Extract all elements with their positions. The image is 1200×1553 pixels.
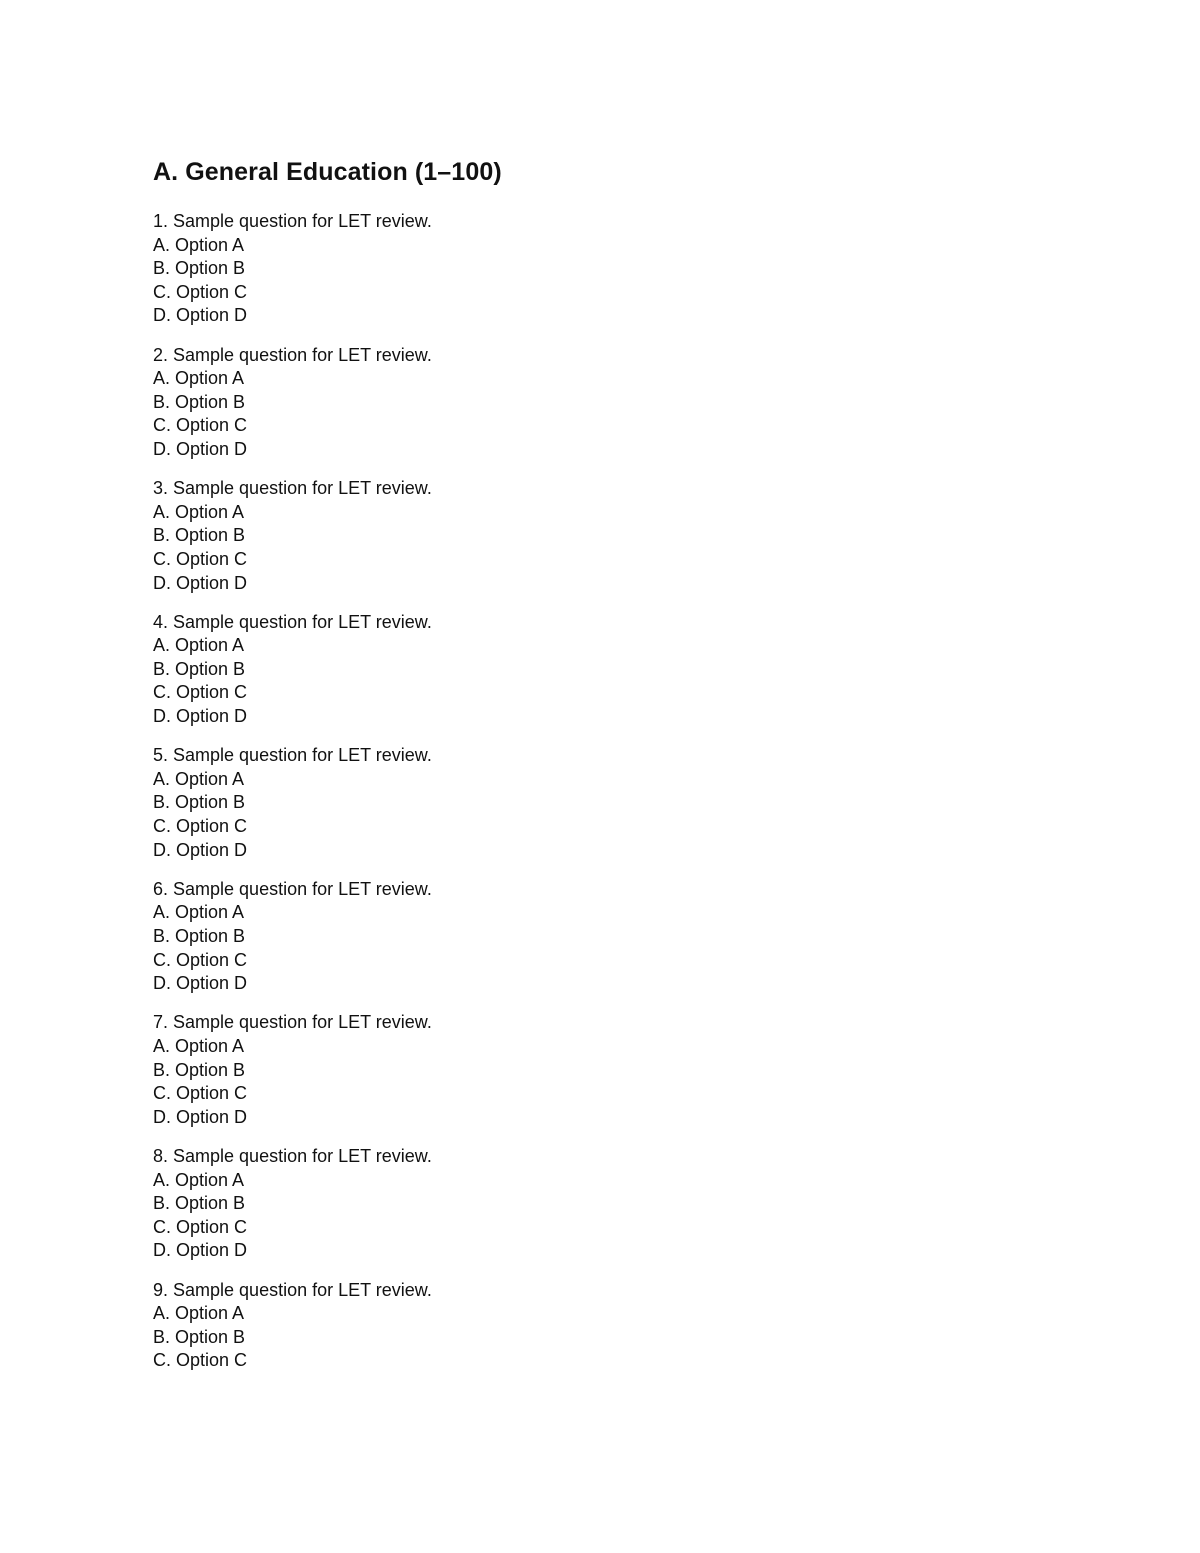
answer-option: C. Option C: [153, 949, 248, 970]
answer-option: D. Option D: [153, 305, 248, 326]
answer-option: A. Option A: [153, 902, 245, 923]
answer-option: B. Option B: [153, 792, 246, 813]
answer-option: A. Option A: [153, 1303, 245, 1324]
answer-option: D. Option D: [153, 1240, 248, 1261]
answer-option: A. Option A: [153, 1169, 245, 1190]
question-text: 2. Sample question for LET review.: [153, 344, 432, 365]
question-list: [153, 210, 1053, 1373]
answer-option: B. Option B: [153, 658, 246, 679]
answer-option: A. Option A: [153, 768, 245, 789]
question-item: [153, 1145, 1053, 1263]
question-text: 1. Sample question for LET review.: [153, 211, 432, 231]
answer-option: A. Option A: [153, 368, 245, 389]
question-text: 4. Sample question for LET review.: [153, 611, 432, 632]
question-item: [153, 477, 1053, 595]
answer-option: C. Option C: [153, 1083, 248, 1104]
answer-option: C. Option C: [153, 816, 248, 837]
question-item: [153, 210, 1053, 328]
answer-option: B. Option B: [153, 525, 246, 546]
question-item: [153, 344, 1053, 462]
answer-option: A. Option A: [153, 1035, 245, 1056]
answer-option: A. Option A: [153, 234, 245, 255]
answer-option: A. Option A: [153, 635, 245, 656]
answer-option: C. Option C: [153, 682, 248, 703]
answer-option: B. Option B: [153, 1059, 246, 1080]
answer-option: D. Option D: [153, 973, 248, 994]
answer-option: D. Option D: [153, 438, 248, 459]
answer-option: D. Option D: [153, 839, 248, 860]
question-text: 6. Sample question for LET review.: [153, 878, 432, 899]
question-text: 3. Sample question for LET review.: [153, 478, 432, 499]
answer-option: C. Option C: [153, 1216, 248, 1237]
answer-option: D. Option D: [153, 706, 248, 727]
answer-option: B. Option B: [153, 391, 246, 412]
answer-option: B. Option B: [153, 258, 246, 279]
answer-option: B. Option B: [153, 926, 246, 946]
answer-option: C. Option C: [153, 415, 248, 436]
question-text: 9. Sample question for LET review.: [153, 1279, 432, 1300]
question-text: 8. Sample question for LET review.: [153, 1145, 432, 1166]
question-item: [153, 1011, 1053, 1129]
answer-option: C. Option C: [153, 1350, 248, 1371]
question-item: [153, 744, 1053, 862]
answer-option: C. Option C: [153, 281, 248, 302]
answer-option: C. Option C: [153, 548, 248, 569]
answer-option: D. Option D: [153, 572, 248, 593]
question-item: [153, 1279, 1053, 1373]
question-text: 7. Sample question for LET review.: [153, 1012, 432, 1033]
question-item: [153, 611, 1053, 729]
document-content: [153, 155, 1053, 1388]
answer-option: A. Option A: [153, 501, 245, 522]
answer-option: B. Option B: [153, 1326, 246, 1347]
question-item: [153, 878, 1053, 996]
answer-option: B. Option B: [153, 1193, 246, 1214]
answer-option: D. Option D: [153, 1106, 248, 1127]
question-text: 5. Sample question for LET review.: [153, 745, 432, 766]
section-title: A. General Education (1–100): [153, 158, 502, 186]
